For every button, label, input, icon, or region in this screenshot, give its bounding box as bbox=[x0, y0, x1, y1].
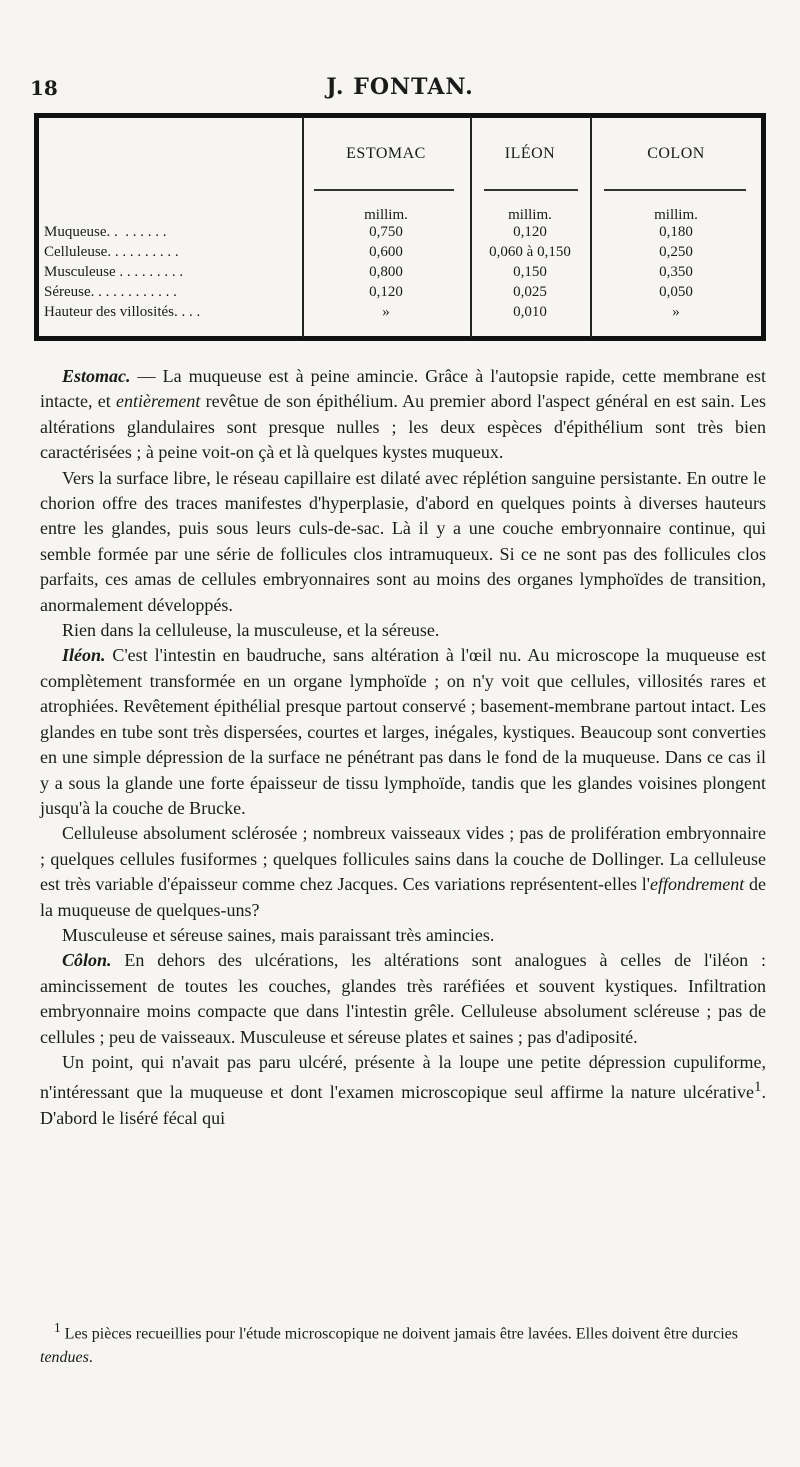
emphasis: tendues bbox=[40, 1349, 89, 1367]
paragraph-text: En dehors des ulcérations, les altérations sont analogues à celles de l'iléon : amincissement de toutes les couches, glandes très raréfiées et souvent kystiques. Infiltration embryonnaire moins compacte que dans l'intestin grêle. Celluleuse absolument scléreuse ; pas de cellules ; peu de vaisseaux. Musculeuse et séreuse plates et saines ; pas d'adiposité. bbox=[40, 950, 766, 1047]
paragraph: Musculeuse et séreuse saines, mais paraissant très amincies. bbox=[62, 924, 495, 945]
column-header-estomac: ESTOMAC bbox=[346, 145, 426, 162]
measurements-table bbox=[34, 113, 766, 341]
unit-label: millim. bbox=[364, 207, 408, 223]
footnote-reference[interactable]: 1 bbox=[754, 1079, 762, 1096]
table-cell: 0,050 bbox=[659, 284, 693, 300]
emphasis: effondrement bbox=[649, 874, 745, 895]
header-rule bbox=[314, 189, 454, 191]
emphasis: entièrement bbox=[116, 391, 201, 412]
footnote-marker: 1 bbox=[54, 1320, 61, 1335]
table-cell: 0,750 bbox=[369, 224, 403, 240]
paragraph-ileon bbox=[40, 643, 766, 821]
paragraph bbox=[40, 821, 766, 923]
header-rule bbox=[484, 189, 578, 191]
table-cell: 0,250 bbox=[659, 244, 693, 260]
running-title: J. FONTAN. bbox=[326, 74, 474, 100]
footnote-body: . bbox=[88, 1349, 93, 1367]
row-label-celluleuse: Celluleuse. . . . . . . . . . bbox=[44, 244, 179, 260]
paragraph: Vers la surface libre, le réseau capillaire est dilaté avec réplétion sanguine persistante. En outre le chorion offre des traces manifestes d'hyperplasie, d'abord en quelques points à diverses hauteurs entre les glandes, puis sous leurs culs-de-sac. Là il y a une couche embryonnaire continue, qui semble formée par une série de follicules clos intramuqueux. Si ce ne sont pas des follicules clos parfaits, ces amas de cellules embryonnaires sont au moins des organes lymphoïdes de transition, anormalement développés. bbox=[40, 467, 766, 615]
table-cell: 0,025 bbox=[513, 284, 547, 300]
paragraph-text: de la muqueuse de quelques-uns? bbox=[40, 874, 766, 920]
unit-label: millim. bbox=[654, 207, 698, 223]
table-cell: 0,600 bbox=[369, 244, 403, 260]
section-lead: Iléon. bbox=[62, 645, 106, 666]
paragraph-text: revêtue de son épithélium. Au premier abord l'aspect général en est sain. Les altérations glandulaires sont presque nulles ; les deux espèces d'épithélium sont très bien caractérisées ; à peine voit-on çà et là quelques kystes muqueux. bbox=[40, 391, 766, 463]
paragraph-text: Un point, qui n'avait pas paru ulcéré, présente à la loupe une petite dépression cupuliforme, n'intéressant que la muqueuse et dont l'examen microscopique seul affirme la nature ulcérative bbox=[40, 1051, 766, 1103]
section-lead: Côlon. bbox=[62, 950, 112, 971]
page-number: 18 bbox=[30, 76, 58, 100]
table-cell: 0,120 bbox=[369, 284, 403, 300]
column-header-colon: COLON bbox=[647, 145, 705, 162]
header-rule bbox=[604, 189, 746, 191]
body-text bbox=[40, 364, 766, 1131]
paragraph-text: Celluleuse absolument sclérosée ; nombreux vaisseaux vides ; pas de prolifération embryonnaire ; quelques cellules fusiformes ; quelques follicules sains dans la couche de Dollinger. La celluleuse est très variable d'épaisseur comme chez Jacques. Ces variations représentent-elles l' bbox=[40, 823, 766, 895]
column-header-ileon: ILÉON bbox=[504, 145, 556, 162]
paragraph-text: . D'abord le liséré fécal qui bbox=[40, 1082, 766, 1128]
table-cell: » bbox=[672, 304, 680, 320]
paragraph-text: — La muqueuse est à peine amincie. Grâce à l'autopsie rapide, cette membrane est intacte, et bbox=[40, 366, 766, 412]
table-cell: 0,010 bbox=[513, 304, 547, 320]
paragraph-colon bbox=[40, 948, 766, 1050]
footnote-text bbox=[40, 1316, 766, 1370]
table-cell: 0,120 bbox=[513, 224, 547, 240]
row-label-villosites: Hauteur des villosités. . . . bbox=[44, 304, 201, 320]
paragraph-text: C'est l'intestin en baudruche, sans altération à l'œil nu. Au microscope la muqueuse est complètement transformée en un organe lymphoïde ; on n'y voit que cellules, villosités rares et atrophiées. Revêtement épithélial presque partout conservé ; basement-membrane partout intact. Les glandes en tube sont très dispersées, courtes et larges, inégales, kystiques. Beaucoup sont converties en une simple dépression de la surface ne pénétrant pas dans le fond de la muqueuse. Dans ce cas il y a sous la glande une forte épaisseur de tissu lymphoïde, tandis que les glandes voisines plongent jusqu'à la couche de Brucke. bbox=[40, 645, 766, 818]
unit-label: millim. bbox=[508, 207, 552, 223]
table-cell: 0,800 bbox=[369, 264, 403, 280]
row-label-sereuse: Séreuse. . . . . . . . . . . . bbox=[44, 284, 177, 300]
table-cell: 0,150 bbox=[513, 264, 547, 280]
paragraph: Rien dans la celluleuse, la musculeuse, et la séreuse. bbox=[62, 620, 440, 641]
table-cell: 0,060 à 0,150 bbox=[489, 244, 571, 260]
footnote bbox=[40, 1316, 766, 1370]
table-cell: 0,180 bbox=[659, 224, 693, 240]
footnote-body: Les pièces recueillies pour l'étude microscopique ne doivent jamais être lavées. Elles doivent être durcies bbox=[60, 1325, 738, 1343]
table-cell: » bbox=[382, 304, 390, 320]
paragraph-estomac bbox=[40, 364, 766, 466]
row-label-muqueuse: Muqueuse. . . . . . . . bbox=[44, 224, 167, 240]
paragraph bbox=[40, 1050, 766, 1131]
table-cell: 0,350 bbox=[659, 264, 693, 280]
row-label-musculeuse: Musculeuse . . . . . . . . . bbox=[44, 264, 184, 280]
section-lead: Estomac. bbox=[62, 366, 131, 386]
